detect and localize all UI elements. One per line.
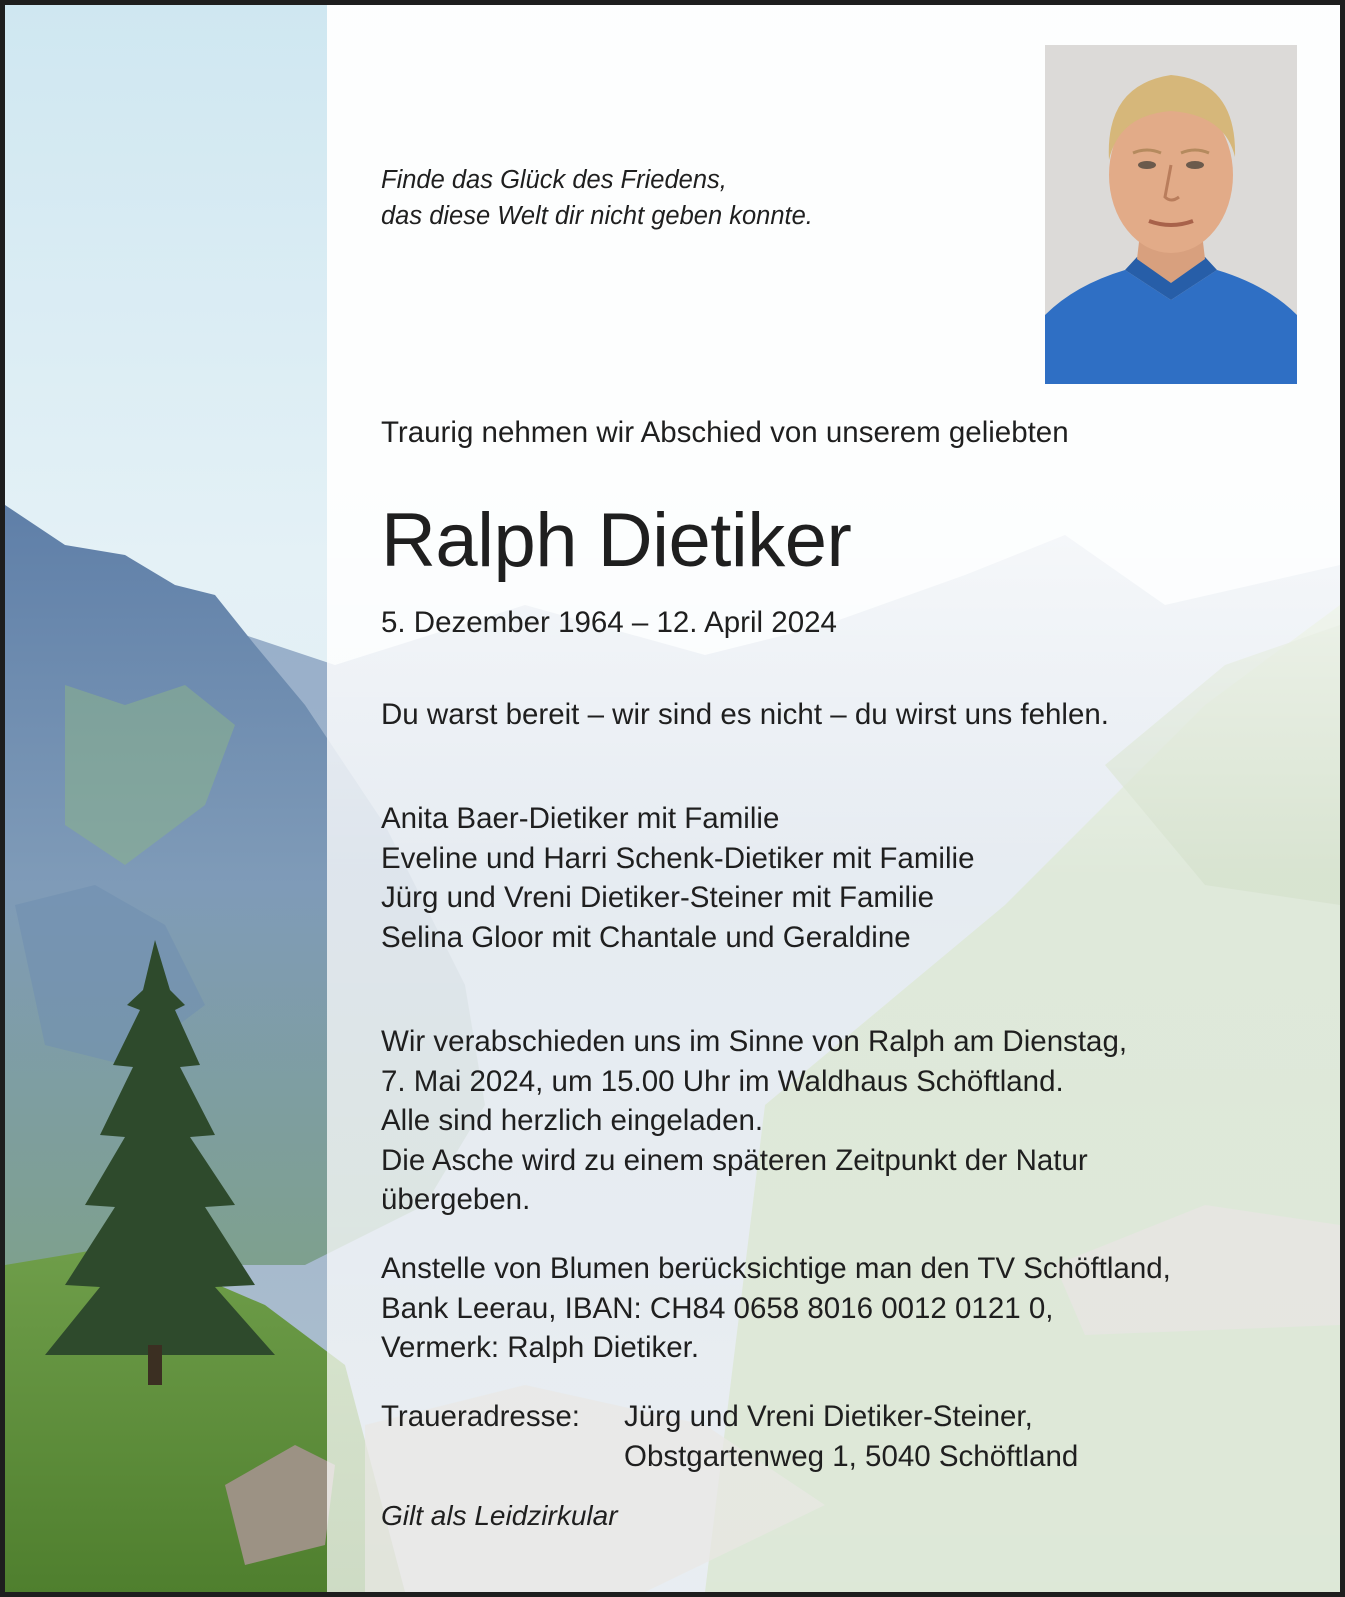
mourner-line: Eveline und Harri Schenk-Dietiker mit Familie: [381, 841, 975, 875]
service-line: Alle sind herzlich eingeladen.: [381, 1104, 764, 1137]
closing-note: Gilt als Leidzirkular: [381, 1500, 618, 1531]
address-line: Jürg und Vreni Dietiker-Steiner,: [624, 1400, 1033, 1433]
motto-verse: [381, 162, 813, 234]
service-line: Wir verabschieden uns im Sinne von Ralph am Dienstag,: [381, 1025, 1128, 1058]
farewell-quote: Du warst bereit – wir sind es nicht – du wirst uns fehlen.: [381, 698, 1109, 731]
mourning-address: [381, 1397, 1078, 1476]
deceased-name: Ralph Dietiker: [381, 498, 852, 583]
life-dates: 5. Dezember 1964 – 12. April 2024: [381, 606, 837, 639]
service-line: 7. Mai 2024, um 15.00 Uhr im Waldhaus Schöftland.: [381, 1064, 1064, 1098]
mourner-line: Anita Baer-Dietiker mit Familie: [381, 802, 780, 835]
address-lines: [624, 1397, 1078, 1476]
service-info: [381, 1022, 1127, 1220]
mourners-list: [381, 799, 974, 957]
motto-line: Finde das Glück des Friedens,: [381, 166, 727, 194]
farewell-lead: Traurig nehmen wir Abschied von unserem geliebten: [381, 416, 1069, 449]
address-label: Traueradresse:: [381, 1400, 580, 1433]
service-line: übergeben.: [381, 1183, 531, 1216]
portrait-icon: [1045, 45, 1297, 384]
mourner-line: Selina Gloor mit Chantale und Geraldine: [381, 920, 911, 954]
mourner-line: Jürg und Vreni Dietiker-Steiner mit Familie: [381, 881, 935, 914]
donation-line: Bank Leerau, IBAN: CH84 0658 8016 0012 0121 0,: [381, 1291, 1054, 1325]
portrait-photo: [1045, 45, 1297, 384]
donation-info: [381, 1249, 1171, 1368]
address-line: Obstgartenweg 1, 5040 Schöftland: [624, 1439, 1079, 1473]
donation-line: Vermerk: Ralph Dietiker.: [381, 1331, 700, 1364]
motto-line: das diese Welt dir nicht geben konnte.: [381, 202, 813, 230]
service-line: Die Asche wird zu einem späteren Zeitpunkt der Natur: [381, 1143, 1088, 1177]
donation-line: Anstelle von Blumen berücksichtige man den TV Schöftland,: [381, 1252, 1171, 1285]
